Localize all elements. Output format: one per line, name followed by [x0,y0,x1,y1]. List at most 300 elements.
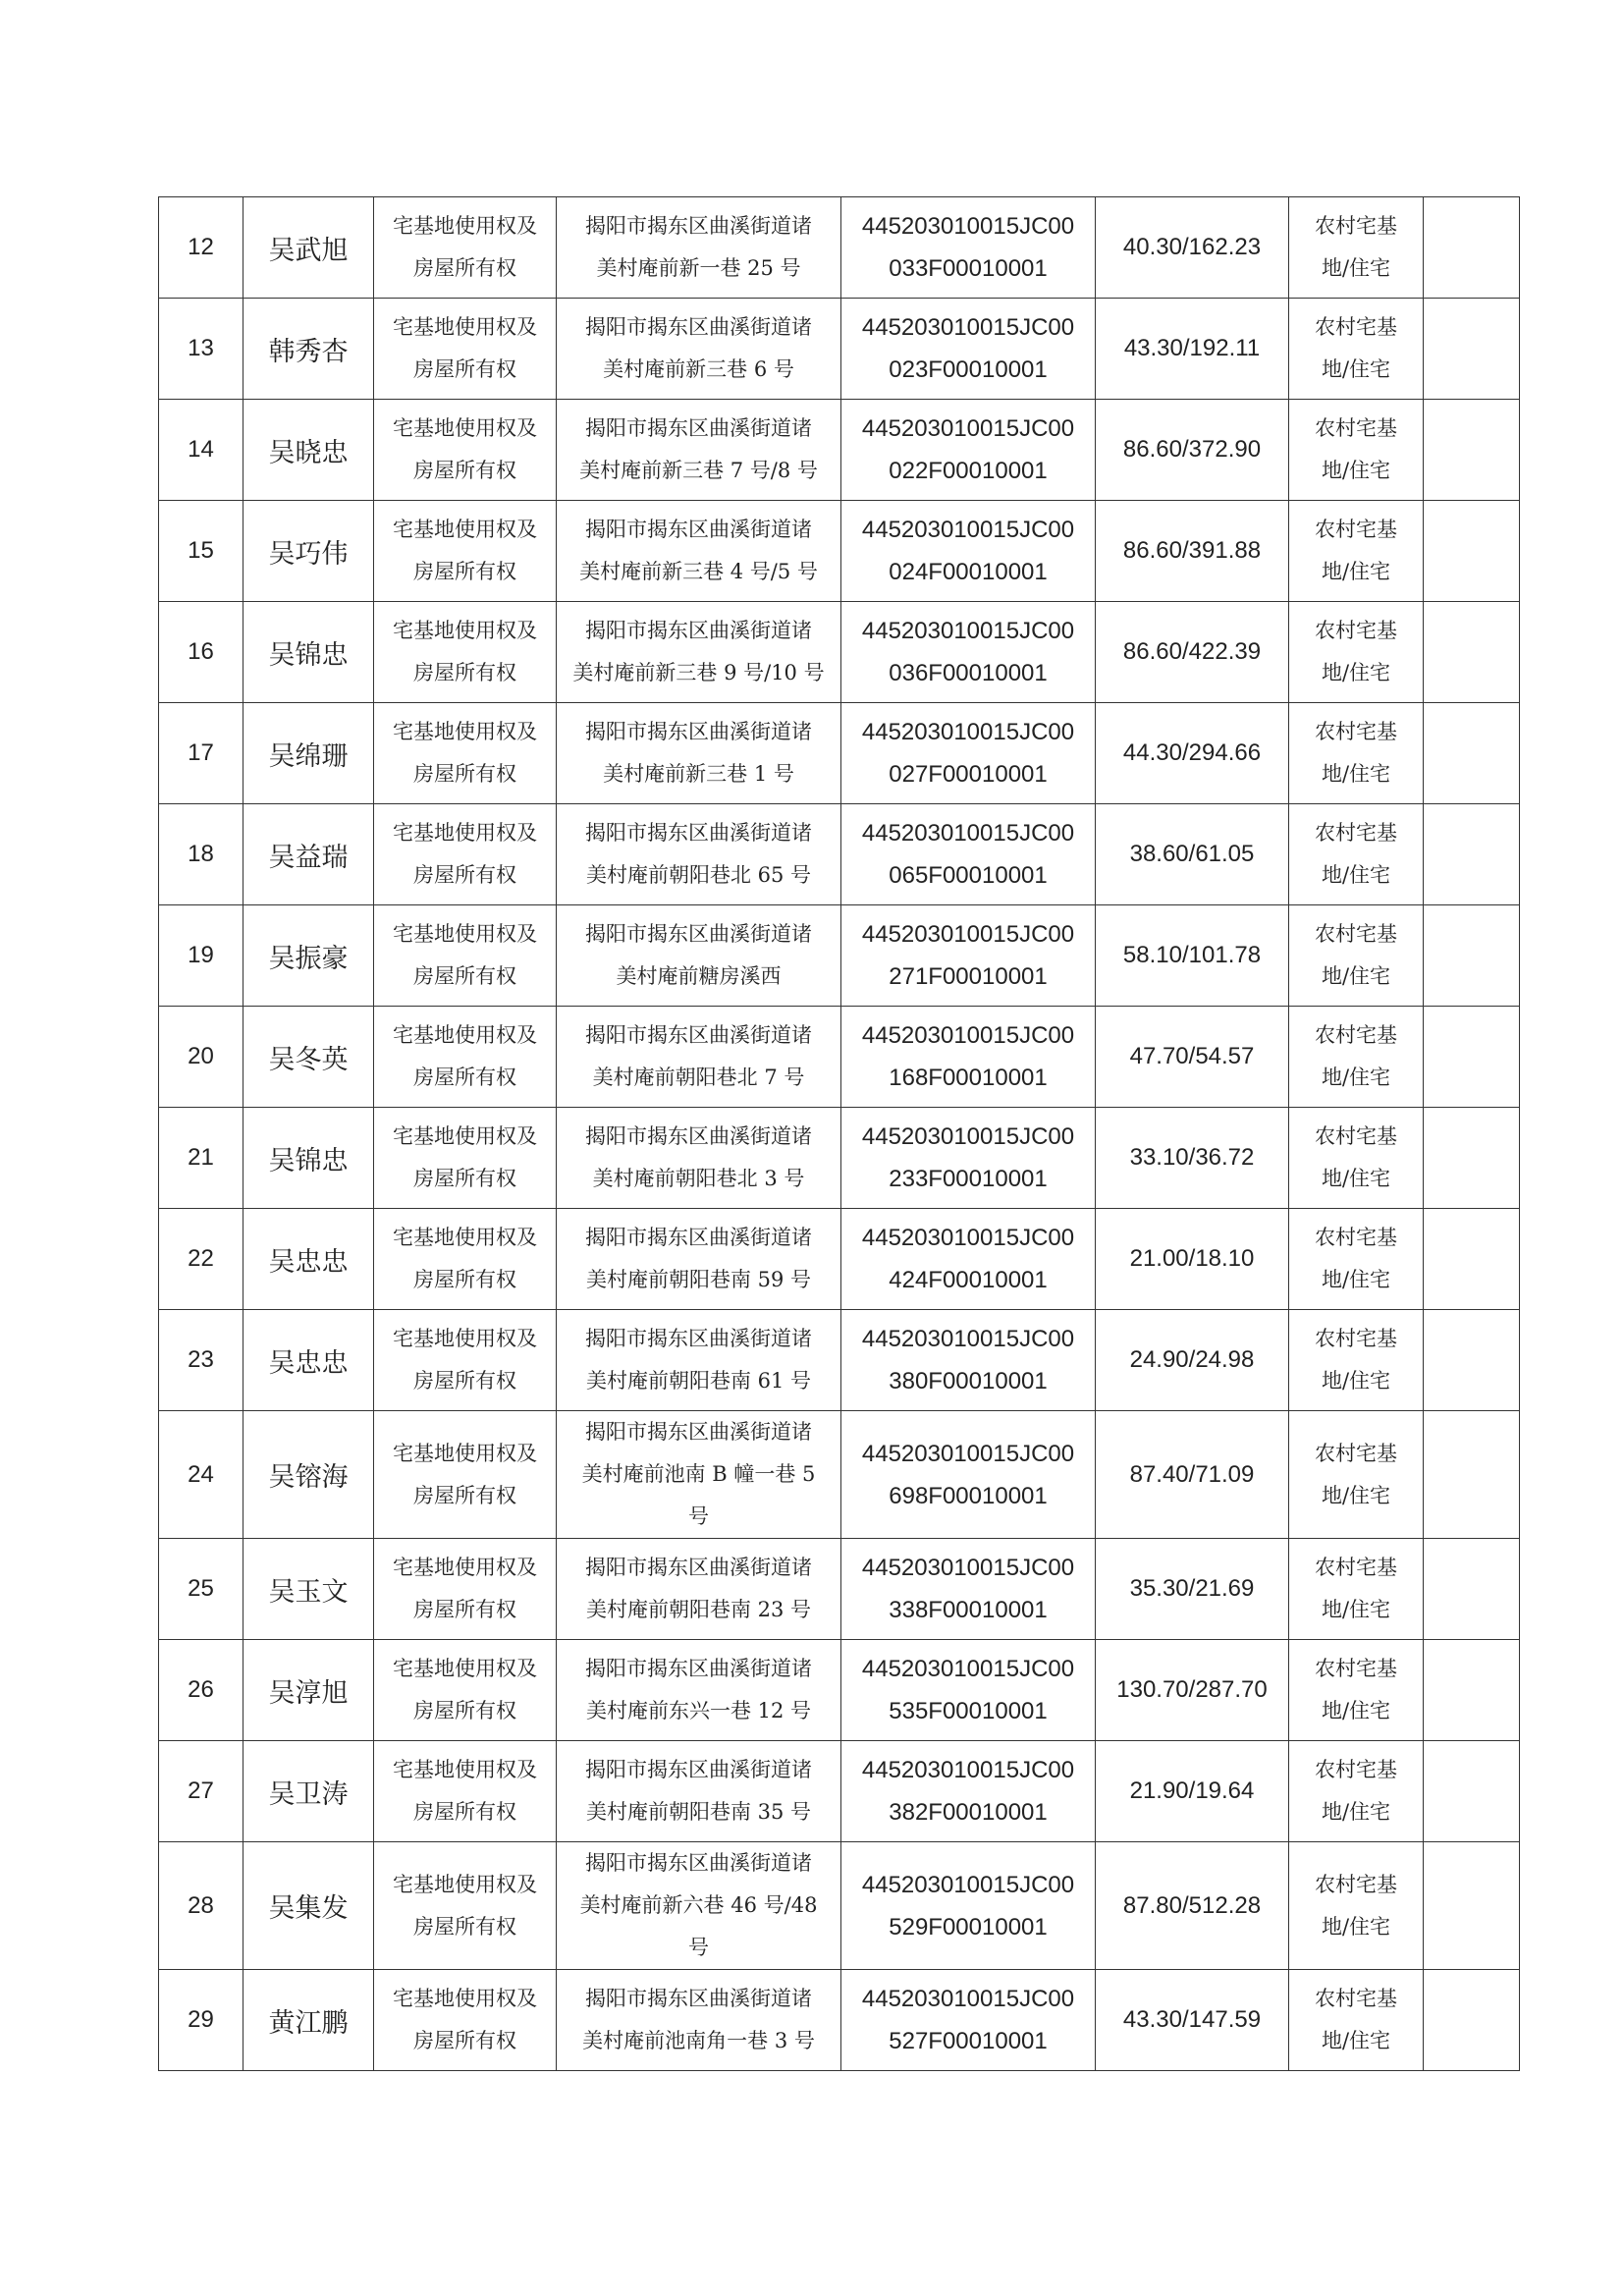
right-type-cell [374,1310,557,1411]
right-type-cell-line: 房屋所有权 [413,1066,516,1089]
area-cell: 86.60/422.39 [1096,602,1289,703]
address-cell [557,1539,841,1640]
table-row [159,1310,1520,1411]
table-row [159,1842,1520,1970]
land-use-cell-line: 农村宅基 [1315,821,1397,845]
table-row [159,1209,1520,1310]
address-cell-line: 美村庵前朝阳巷南 23 号 [585,1598,812,1621]
row-number-cell: 22 [159,1209,243,1310]
right-type-cell-line: 宅基地使用权及 [393,315,537,339]
area-cell: 38.60/61.05 [1096,804,1289,905]
address-cell-line: 揭阳市揭东区曲溪街道诸 [585,1327,812,1350]
owner-name-cell: 吴冬英 [243,1007,374,1108]
unit-code-cell-line: 445203010015JC00 [861,820,1075,847]
right-type-cell-line: 宅基地使用权及 [393,1758,537,1781]
address-cell-line: 揭阳市揭东区曲溪街道诸 [585,1657,812,1680]
area-cell: 35.30/21.69 [1096,1539,1289,1640]
address-cell [557,1007,841,1108]
right-type-cell-line: 房屋所有权 [413,1483,516,1507]
land-use-cell-line: 农村宅基 [1315,518,1397,541]
table-row [159,1640,1520,1741]
land-use-cell [1289,1007,1424,1108]
address-cell-line: 揭阳市揭东区曲溪街道诸 [585,922,812,946]
land-use-cell [1289,602,1424,703]
row-number-cell: 27 [159,1741,243,1842]
unit-code-cell-line: 382F00010001 [889,1799,1048,1826]
unit-code-cell [841,400,1096,501]
right-type-cell [374,1741,557,1842]
owner-name-cell: 吴振豪 [243,905,374,1007]
address-cell-line: 揭阳市揭东区曲溪街道诸 [585,821,812,845]
address-cell-line: 揭阳市揭东区曲溪街道诸 [585,214,812,238]
address-cell-line: 揭阳市揭东区曲溪街道诸 [585,1124,812,1148]
address-cell-line: 揭阳市揭东区曲溪街道诸 [585,315,812,339]
land-use-cell-line: 农村宅基 [1315,1124,1397,1148]
unit-code-cell-line: 033F00010001 [889,255,1048,282]
remark-cell [1424,1007,1520,1108]
land-use-cell-line: 农村宅基 [1315,720,1397,743]
owner-name-cell: 吴锦忠 [243,602,374,703]
right-type-cell-line: 宅基地使用权及 [393,1124,537,1148]
land-use-cell-line: 农村宅基 [1315,1226,1397,1249]
address-cell [557,299,841,400]
land-use-cell [1289,804,1424,905]
row-number-cell: 15 [159,501,243,602]
address-cell [557,1741,841,1842]
land-use-cell-line: 地/住宅 [1321,1914,1391,1939]
address-cell-line: 美村庵前朝阳巷南 35 号 [585,1800,812,1824]
land-use-cell-line: 农村宅基 [1315,1327,1397,1350]
unit-code-cell [841,1539,1096,1640]
registration-table [158,196,1520,2071]
remark-cell [1424,1741,1520,1842]
land-use-cell-line: 地/住宅 [1321,661,1391,684]
row-number-cell: 28 [159,1842,243,1970]
land-use-cell-line: 地/住宅 [1321,2029,1391,2052]
remark-cell [1424,400,1520,501]
unit-code-cell-line: 445203010015JC00 [861,1326,1075,1352]
right-type-cell [374,1640,557,1741]
land-use-cell [1289,299,1424,400]
land-use-cell [1289,1640,1424,1741]
owner-name-cell: 吴晓忠 [243,400,374,501]
right-type-cell-line: 宅基地使用权及 [393,1226,537,1249]
land-use-cell-line: 地/住宅 [1321,1699,1391,1722]
area-cell: 43.30/192.11 [1096,299,1289,400]
owner-name-cell: 吴忠忠 [243,1209,374,1310]
land-use-cell-line: 地/住宅 [1321,256,1391,280]
area-cell: 87.40/71.09 [1096,1411,1289,1539]
right-type-cell [374,299,557,400]
land-use-cell [1289,1842,1424,1970]
right-type-cell-line: 房屋所有权 [413,357,516,381]
owner-name-cell: 吴武旭 [243,197,374,299]
unit-code-cell [841,1209,1096,1310]
right-type-cell-line: 宅基地使用权及 [393,1872,537,1896]
table-row [159,299,1520,400]
land-use-cell-line: 农村宅基 [1315,1987,1397,2010]
unit-code-cell-line: 445203010015JC00 [861,1871,1075,1898]
remark-cell [1424,1108,1520,1209]
address-cell [557,804,841,905]
land-use-cell-line: 农村宅基 [1315,1657,1397,1680]
right-type-cell-line: 房屋所有权 [413,1369,516,1393]
table-row [159,905,1520,1007]
address-cell-line: 揭阳市揭东区曲溪街道诸 [585,518,812,541]
area-cell: 21.90/19.64 [1096,1741,1289,1842]
land-use-cell-line: 地/住宅 [1321,1167,1391,1190]
row-number-cell: 25 [159,1539,243,1640]
area-cell: 86.60/372.90 [1096,400,1289,501]
remark-cell [1424,501,1520,602]
address-cell-line: 美村庵前新一巷 25 号 [596,256,801,280]
unit-code-cell [841,1640,1096,1741]
unit-code-cell [841,1007,1096,1108]
address-cell-line: 美村庵前新三巷 6 号 [603,357,794,381]
owner-name-cell: 吴镕海 [243,1411,374,1539]
unit-code-cell [841,804,1096,905]
row-number-cell: 12 [159,197,243,299]
address-cell-line: 美村庵前糖房溪西 [616,964,782,988]
land-use-cell [1289,1310,1424,1411]
land-use-cell [1289,1539,1424,1640]
row-number-cell: 17 [159,703,243,804]
right-type-cell-line: 房屋所有权 [413,1914,516,1939]
table-row [159,400,1520,501]
row-number-cell: 23 [159,1310,243,1411]
address-cell [557,1842,841,1970]
right-type-cell-line: 宅基地使用权及 [393,1657,537,1680]
owner-name-cell: 吴绵珊 [243,703,374,804]
land-use-cell-line: 农村宅基 [1315,619,1397,642]
unit-code-cell-line: 445203010015JC00 [861,213,1075,240]
right-type-cell-line: 房屋所有权 [413,661,516,684]
right-type-cell [374,905,557,1007]
right-type-cell-line: 房屋所有权 [413,964,516,988]
area-cell: 58.10/101.78 [1096,905,1289,1007]
unit-code-cell [841,299,1096,400]
unit-code-cell-line: 338F00010001 [889,1597,1048,1623]
unit-code-cell [841,1842,1096,1970]
unit-code-cell-line: 168F00010001 [889,1065,1048,1091]
address-cell-line: 美村庵前朝阳巷北 3 号 [592,1167,805,1190]
area-cell: 130.70/287.70 [1096,1640,1289,1741]
land-use-cell-line: 地/住宅 [1321,1598,1391,1621]
remark-cell [1424,1539,1520,1640]
right-type-cell-line: 房屋所有权 [413,256,516,280]
area-cell: 87.80/512.28 [1096,1842,1289,1970]
right-type-cell-line: 房屋所有权 [413,1800,516,1824]
right-type-cell [374,804,557,905]
table-row [159,501,1520,602]
row-number-cell: 18 [159,804,243,905]
land-use-cell [1289,1209,1424,1310]
land-use-cell-line: 地/住宅 [1321,1066,1391,1089]
unit-code-cell [841,1741,1096,1842]
land-use-cell-line: 地/住宅 [1321,560,1391,583]
address-cell [557,905,841,1007]
land-use-cell-line: 农村宅基 [1315,1441,1397,1465]
unit-code-cell-line: 445203010015JC00 [861,1656,1075,1682]
right-type-cell [374,501,557,602]
right-type-cell-line: 宅基地使用权及 [393,1556,537,1579]
table-row [159,197,1520,299]
unit-code-cell-line: 445203010015JC00 [861,1757,1075,1783]
unit-code-cell [841,1411,1096,1539]
land-use-cell-line: 地/住宅 [1321,762,1391,786]
unit-code-cell-line: 529F00010001 [889,1913,1048,1941]
address-cell-line: 美村庵前东兴一巷 12 号 [585,1699,812,1722]
address-cell [557,400,841,501]
address-cell-line: 美村庵前新三巷 4 号/5 号 [579,560,818,583]
row-number-cell: 13 [159,299,243,400]
unit-code-cell [841,1310,1096,1411]
land-use-cell [1289,501,1424,602]
address-cell-line: 美村庵前池南角一巷 3 号 [582,2029,815,2052]
address-cell-line: 揭阳市揭东区曲溪街道诸 [585,619,812,642]
unit-code-cell [841,1970,1096,2071]
address-cell-line: 美村庵前朝阳巷南 61 号 [585,1369,812,1393]
unit-code-cell-line: 445203010015JC00 [861,719,1075,745]
right-type-cell-line: 宅基地使用权及 [393,619,537,642]
address-cell [557,602,841,703]
address-cell-line: 美村庵前池南 B 幢一巷 5 [581,1462,816,1486]
unit-code-cell [841,501,1096,602]
unit-code-cell [841,703,1096,804]
land-use-cell-line: 农村宅基 [1315,214,1397,238]
land-use-cell-line: 农村宅基 [1315,1872,1397,1896]
address-cell-line: 美村庵前新三巷 9 号/10 号 [572,661,825,684]
address-cell-line: 揭阳市揭东区曲溪街道诸 [585,1420,812,1444]
row-number-cell: 19 [159,905,243,1007]
unit-code-cell-line: 445203010015JC00 [861,1123,1075,1150]
table-row [159,1741,1520,1842]
owner-name-cell: 吴卫涛 [243,1741,374,1842]
address-cell-line: 美村庵前新六巷 46 号/48 [579,1893,818,1917]
area-cell: 43.30/147.59 [1096,1970,1289,2071]
table-row [159,1007,1520,1108]
right-type-cell-line: 房屋所有权 [413,560,516,583]
right-type-cell-line: 房屋所有权 [413,2029,516,2052]
address-cell-line: 揭阳市揭东区曲溪街道诸 [585,1023,812,1047]
owner-name-cell: 吴益瑞 [243,804,374,905]
address-cell [557,1209,841,1310]
land-use-cell-line: 地/住宅 [1321,459,1391,482]
right-type-cell [374,1842,557,1970]
unit-code-cell-line: 445203010015JC00 [861,1555,1075,1581]
remark-cell [1424,1842,1520,1970]
table-body [159,197,1520,2071]
address-cell-line: 揭阳市揭东区曲溪街道诸 [585,416,812,440]
unit-code-cell-line: 445203010015JC00 [861,1986,1075,2012]
right-type-cell [374,1007,557,1108]
unit-code-cell [841,602,1096,703]
land-use-cell-line: 地/住宅 [1321,357,1391,381]
owner-name-cell: 吴玉文 [243,1539,374,1640]
unit-code-cell [841,905,1096,1007]
table-row [159,1108,1520,1209]
right-type-cell-line: 房屋所有权 [413,1699,516,1722]
right-type-cell-line: 宅基地使用权及 [393,416,537,440]
right-type-cell [374,1411,557,1539]
address-cell [557,1108,841,1209]
owner-name-cell: 韩秀杏 [243,299,374,400]
table-row [159,1970,1520,2071]
table-row [159,602,1520,703]
remark-cell [1424,1411,1520,1539]
address-cell-line: 美村庵前新三巷 7 号/8 号 [579,459,818,482]
land-use-cell [1289,703,1424,804]
unit-code-cell-line: 065F00010001 [889,862,1048,889]
land-use-cell-line: 农村宅基 [1315,1556,1397,1579]
unit-code-cell-line: 036F00010001 [889,660,1048,686]
area-cell: 21.00/18.10 [1096,1209,1289,1310]
row-number-cell: 14 [159,400,243,501]
right-type-cell [374,1108,557,1209]
remark-cell [1424,1640,1520,1741]
owner-name-cell: 黄江鹏 [243,1970,374,2071]
unit-code-cell-line: 698F00010001 [889,1482,1048,1509]
remark-cell [1424,197,1520,299]
land-use-cell-line: 地/住宅 [1321,1800,1391,1824]
right-type-cell-line: 房屋所有权 [413,1167,516,1190]
land-use-cell-line: 地/住宅 [1321,863,1391,887]
unit-code-cell-line: 424F00010001 [889,1267,1048,1293]
remark-cell [1424,703,1520,804]
owner-name-cell: 吴忠忠 [243,1310,374,1411]
table-row [159,1539,1520,1640]
unit-code-cell-line: 445203010015JC00 [861,314,1075,341]
unit-code-cell-line: 445203010015JC00 [861,517,1075,543]
right-type-cell [374,1539,557,1640]
unit-code-cell-line: 445203010015JC00 [861,1225,1075,1251]
address-cell-line: 揭阳市揭东区曲溪街道诸 [585,1851,812,1875]
row-number-cell: 26 [159,1640,243,1741]
address-cell [557,501,841,602]
right-type-cell-line: 房屋所有权 [413,459,516,482]
remark-cell [1424,1209,1520,1310]
owner-name-cell: 吴集发 [243,1842,374,1970]
owner-name-cell: 吴淳旭 [243,1640,374,1741]
address-cell-line: 美村庵前朝阳巷北 7 号 [592,1066,805,1089]
right-type-cell-line: 宅基地使用权及 [393,214,537,238]
unit-code-cell-line: 445203010015JC00 [861,415,1075,442]
unit-code-cell-line: 445203010015JC00 [861,618,1075,644]
row-number-cell: 29 [159,1970,243,2071]
unit-code-cell-line: 023F00010001 [889,356,1048,383]
area-cell: 24.90/24.98 [1096,1310,1289,1411]
remark-cell [1424,602,1520,703]
area-cell: 86.60/391.88 [1096,501,1289,602]
right-type-cell [374,197,557,299]
land-use-cell [1289,905,1424,1007]
land-use-cell [1289,1970,1424,2071]
row-number-cell: 24 [159,1411,243,1539]
land-use-cell-line: 农村宅基 [1315,315,1397,339]
address-cell-line: 美村庵前新三巷 1 号 [603,762,794,786]
address-cell [557,1640,841,1741]
right-type-cell [374,703,557,804]
unit-code-cell-line: 445203010015JC00 [861,921,1075,948]
right-type-cell [374,1970,557,2071]
land-use-cell [1289,1108,1424,1209]
row-number-cell: 16 [159,602,243,703]
right-type-cell-line: 宅基地使用权及 [393,821,537,845]
address-cell-line: 揭阳市揭东区曲溪街道诸 [585,1987,812,2010]
right-type-cell-line: 房屋所有权 [413,863,516,887]
unit-code-cell [841,1108,1096,1209]
right-type-cell-line: 宅基地使用权及 [393,922,537,946]
right-type-cell-line: 宅基地使用权及 [393,518,537,541]
right-type-cell [374,1209,557,1310]
unit-code-cell-line: 022F00010001 [889,458,1048,484]
unit-code-cell-line: 024F00010001 [889,559,1048,585]
land-use-cell-line: 农村宅基 [1315,1758,1397,1781]
unit-code-cell-line: 027F00010001 [889,761,1048,788]
right-type-cell [374,602,557,703]
remark-cell [1424,1310,1520,1411]
address-cell-line: 美村庵前朝阳巷北 65 号 [585,863,812,887]
right-type-cell-line: 宅基地使用权及 [393,720,537,743]
land-use-cell-line: 农村宅基 [1315,1023,1397,1047]
unit-code-cell [841,197,1096,299]
right-type-cell-line: 房屋所有权 [413,1268,516,1291]
remark-cell [1424,1970,1520,2071]
address-cell-line: 揭阳市揭东区曲溪街道诸 [585,1556,812,1579]
area-cell: 40.30/162.23 [1096,197,1289,299]
owner-name-cell: 吴锦忠 [243,1108,374,1209]
right-type-cell-line: 宅基地使用权及 [393,1987,537,2010]
area-cell: 33.10/36.72 [1096,1108,1289,1209]
address-cell [557,1310,841,1411]
unit-code-cell-line: 380F00010001 [889,1368,1048,1394]
table-row [159,804,1520,905]
right-type-cell-line: 房屋所有权 [413,1598,516,1621]
remark-cell [1424,804,1520,905]
unit-code-cell-line: 535F00010001 [889,1698,1048,1724]
land-use-cell [1289,1741,1424,1842]
right-type-cell-line: 宅基地使用权及 [393,1023,537,1047]
owner-name-cell: 吴巧伟 [243,501,374,602]
land-use-cell-line: 地/住宅 [1321,1268,1391,1291]
right-type-cell-line: 房屋所有权 [413,762,516,786]
address-cell [557,1411,841,1539]
address-cell-line: 揭阳市揭东区曲溪街道诸 [585,1758,812,1781]
address-cell-line: 美村庵前朝阳巷南 59 号 [585,1268,812,1291]
unit-code-cell-line: 271F00010001 [889,963,1048,990]
remark-cell [1424,905,1520,1007]
address-cell-line: 揭阳市揭东区曲溪街道诸 [585,1226,812,1249]
land-use-cell-line: 农村宅基 [1315,922,1397,946]
row-number-cell: 20 [159,1007,243,1108]
address-cell [557,197,841,299]
land-use-cell [1289,400,1424,501]
unit-code-cell-line: 445203010015JC00 [861,1440,1075,1467]
land-use-cell [1289,197,1424,299]
unit-code-cell-line: 527F00010001 [889,2028,1048,2054]
right-type-cell-line: 宅基地使用权及 [393,1441,537,1465]
address-cell-line: 号 [688,1936,709,1959]
unit-code-cell-line: 445203010015JC00 [861,1022,1075,1049]
land-use-cell-line: 地/住宅 [1321,1483,1391,1507]
land-use-cell-line: 农村宅基 [1315,416,1397,440]
right-type-cell-line: 宅基地使用权及 [393,1327,537,1350]
land-use-cell-line: 地/住宅 [1321,1369,1391,1393]
address-cell-line: 揭阳市揭东区曲溪街道诸 [585,720,812,743]
land-use-cell [1289,1411,1424,1539]
unit-code-cell-line: 233F00010001 [889,1166,1048,1192]
remark-cell [1424,299,1520,400]
